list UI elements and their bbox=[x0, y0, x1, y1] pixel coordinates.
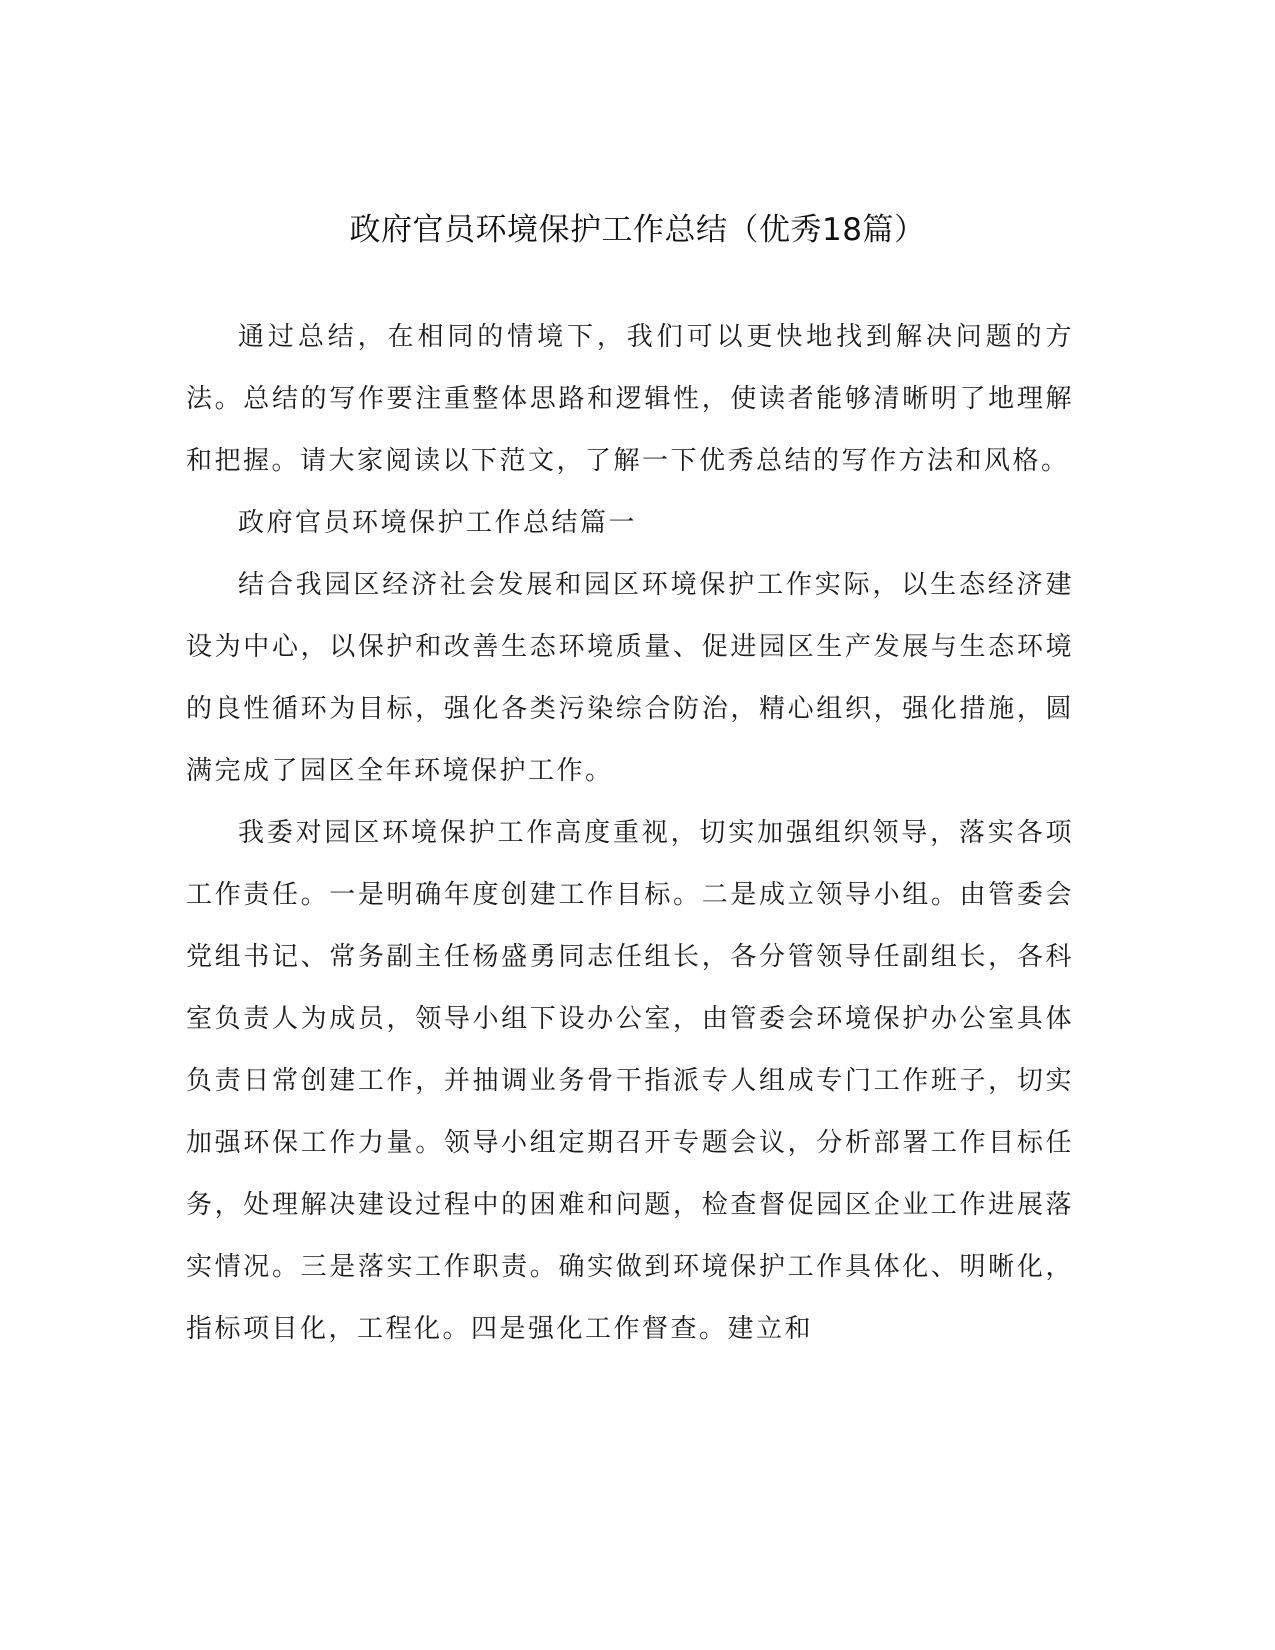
document-body bbox=[186, 306, 1074, 1360]
document-title: 政府官员环境保护工作总结（优秀18篇） bbox=[349, 212, 926, 248]
intro-paragraph: 通过总结，在相同的情境下，我们可以更快地找到解决问题的方法。总结的写作要注重整体思路和逻辑性，使读者能够清晰明了地理解和把握。请大家阅读以下范文，了解一下优秀总结的写作方法和风格。 bbox=[186, 322, 1074, 476]
body-paragraph: 我委对园区环境保护工作高度重视，切实加强组织领导，落实各项工作责任。一是明确年度创建工作目标。二是成立领导小组。由管委会党组书记、常务副主任杨盛勇同志任组长，各分管领导任副组长，各科室负责人为成员，领导小组下设办公室，由管委会环境保护办公室具体负责日常创建工作，并抽调业务骨干指派专人组成专门工作班子，切实加强环保工作力量。领导小组定期召开专题会议，分析部署工作目标任务，处理解决建设过程中的困难和问题，检查督促园区企业工作进展落实情况。三是落实工作职责。确实做到环境保护工作具体化、明晰化，指标项目化，工程化。四是强化工作督查。建立和 bbox=[186, 818, 1074, 1344]
body-paragraph: 结合我园区经济社会发展和园区环境保护工作实际，以生态经济建设为中心，以保护和改善生态环境质量、促进园区生产发展与生态环境的良性循环为目标，强化各类污染综合防治，精心组织，强化措施，圆满完成了园区全年环境保护工作。 bbox=[186, 570, 1074, 786]
section-heading: 政府官员环境保护工作总结篇一 bbox=[238, 508, 638, 538]
